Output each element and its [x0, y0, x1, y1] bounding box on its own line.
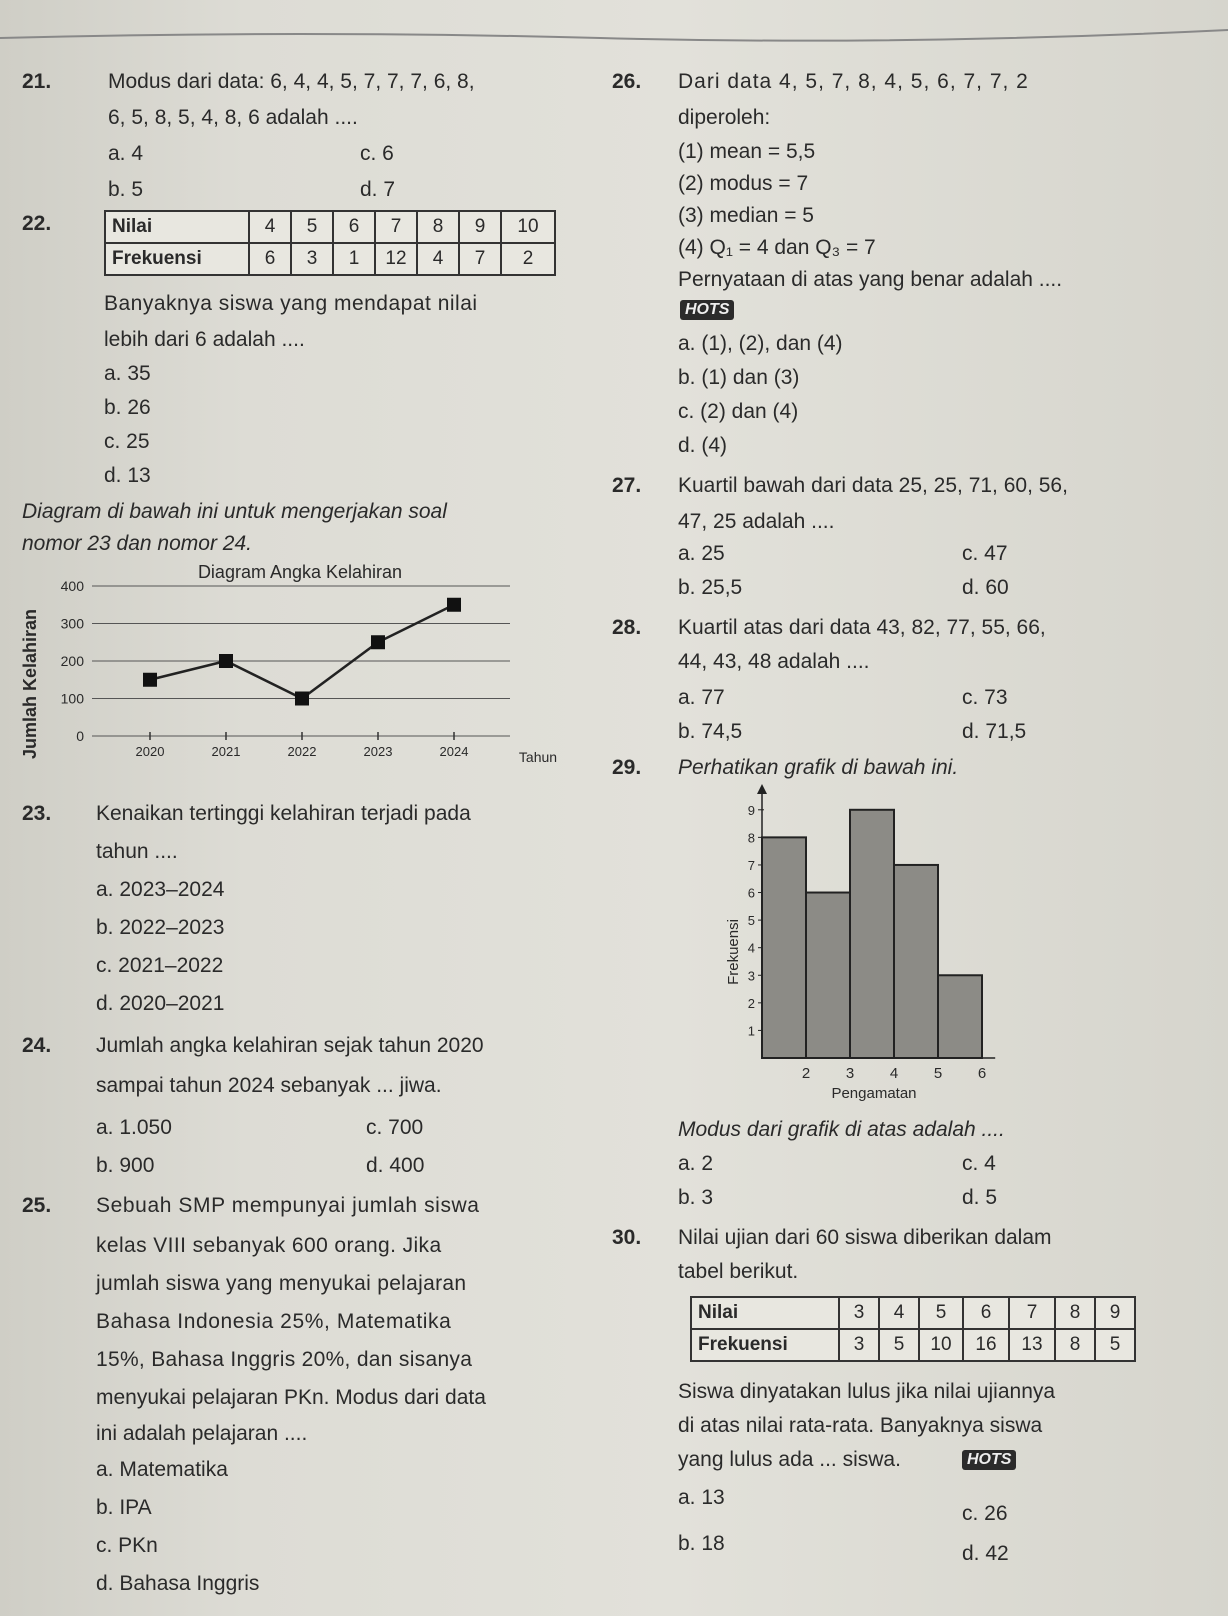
data-point: [295, 692, 309, 706]
q24-text-2: sampai tahun 2024 sebanyak ... jiwa.: [96, 1074, 442, 1097]
q29-text-1: Perhatikan grafik di bawah ini.: [678, 756, 959, 779]
y-tick-label: 2: [747, 995, 755, 1011]
q30-hots-badge: HOTS: [962, 1450, 1016, 1470]
q25-option-a[interactable]: a. Matematika: [96, 1458, 228, 1481]
q30-table-header: Nilai: [691, 1297, 839, 1329]
q26-text-2: diperoleh:: [678, 106, 771, 129]
histogram-xlabel: Pengamatan: [831, 1085, 917, 1102]
q26-statement-1: (1) mean = 5,5: [678, 140, 816, 163]
q22-number: 22.: [22, 212, 52, 235]
y-tick-label: 5: [747, 913, 755, 929]
q23-text-2: tahun ....: [96, 840, 178, 863]
q22-value: 5: [291, 211, 333, 243]
q30-table: [690, 1296, 1136, 1362]
q22-value: 10: [501, 211, 555, 243]
q30-freq: 16: [963, 1329, 1009, 1361]
q22-option-d[interactable]: d. 13: [104, 464, 151, 487]
q22-value: 7: [375, 211, 417, 243]
q22-value: 4: [249, 211, 291, 243]
x-tick-label: 2024: [439, 744, 469, 759]
q21-number: 21.: [22, 70, 52, 93]
q23-option-d[interactable]: d. 2020–2021: [96, 992, 225, 1015]
data-point: [371, 635, 385, 649]
q30-freq: 8: [1055, 1329, 1095, 1361]
q25-text: Sebuah SMP mempunyai jumlah siswa: [96, 1194, 480, 1217]
q30-option-a[interactable]: a. 13: [678, 1486, 725, 1509]
q30-table-row2: Frekuensi: [691, 1329, 839, 1361]
q27-option-c[interactable]: c. 47: [962, 542, 1008, 565]
q26-number: 26.: [612, 70, 642, 93]
histogram-bar: [850, 810, 894, 1058]
x-tick-label: 3: [845, 1065, 855, 1082]
q22-freq: 3: [291, 243, 333, 275]
q25-text: jumlah siswa yang menyukai pelajaran: [96, 1272, 467, 1295]
q26-statement-4: (4) Q₁ = 4 dan Q₃ = 7: [678, 236, 876, 259]
diagram-intro-1: Diagram di bawah ini untuk mengerjakan soal: [22, 500, 447, 523]
q28-text-1: Kuartil atas dari data 43, 82, 77, 55, 66,: [678, 616, 1046, 639]
binder-rings: [0, 0, 1228, 60]
q30-value: 6: [963, 1297, 1009, 1329]
q30-value: 3: [839, 1297, 879, 1329]
q24-option-b[interactable]: b. 900: [96, 1154, 155, 1177]
q27-option-a[interactable]: a. 25: [678, 542, 725, 565]
q29-option-c[interactable]: c. 4: [962, 1152, 996, 1175]
q25-text: Bahasa Indonesia 25%, Matematika: [96, 1310, 452, 1333]
histogram-bar: [894, 865, 938, 1058]
q25-text: kelas VIII sebanyak 600 orang. Jika: [96, 1234, 442, 1257]
q30-value: 4: [879, 1297, 919, 1329]
q28-option-d[interactable]: d. 71,5: [962, 720, 1027, 743]
q25-text: ini adalah pelajaran ....: [96, 1422, 308, 1445]
q30-text-3: Siswa dinyatakan lulus jika nilai ujiannya: [678, 1380, 1056, 1403]
q23-option-a[interactable]: a. 2023–2024: [96, 878, 225, 901]
x-tick-label: 2023: [363, 744, 393, 759]
x-tick-label: 5: [933, 1065, 943, 1082]
q30-value: 9: [1095, 1297, 1135, 1329]
q22-value: 8: [417, 211, 459, 243]
q30-option-d[interactable]: d. 42: [962, 1542, 1009, 1565]
q30-value: 5: [919, 1297, 963, 1329]
q22-value: 6: [333, 211, 375, 243]
y-tick-label: 300: [60, 615, 84, 632]
q26-statement-3: (3) median = 5: [678, 204, 814, 227]
q27-text-2: 47, 25 adalah ....: [678, 510, 835, 533]
q28-option-a[interactable]: a. 77: [678, 686, 725, 709]
q26-option-d[interactable]: d. (4): [678, 434, 728, 457]
birth-series-line: [150, 605, 454, 699]
q22-option-c[interactable]: c. 25: [104, 430, 150, 453]
q22-text-1: Banyaknya siswa yang mendapat nilai: [104, 292, 478, 315]
q27-option-d[interactable]: d. 60: [962, 576, 1009, 599]
q22-freq: 7: [459, 243, 501, 275]
q24-option-a[interactable]: a. 1.050: [96, 1116, 172, 1139]
q30-option-b[interactable]: b. 18: [678, 1532, 725, 1555]
histogram-bar: [806, 893, 850, 1058]
q21-option-c[interactable]: c. 6: [360, 142, 394, 165]
x-tick-label: 4: [889, 1065, 899, 1082]
q26-option-c[interactable]: c. (2) dan (4): [678, 400, 799, 423]
q21-text-2: 6, 5, 8, 5, 4, 8, 6 adalah ....: [108, 106, 358, 129]
q26-text-3: Pernyataan di atas yang benar adalah ....: [678, 268, 1063, 291]
x-tick-label: 2020: [135, 744, 165, 759]
q22-freq: 1: [333, 243, 375, 275]
q25-text: menyukai pelajaran PKn. Modus dari data: [96, 1386, 486, 1409]
q27-option-b[interactable]: b. 25,5: [678, 576, 743, 599]
q22-freq: 4: [417, 243, 459, 275]
q29-number: 29.: [612, 756, 642, 779]
q24-number: 24.: [22, 1034, 52, 1057]
y-tick-label: 4: [747, 940, 755, 956]
q23-option-c[interactable]: c. 2021–2022: [96, 954, 224, 977]
q28-number: 28.: [612, 616, 642, 639]
q30-number: 30.: [612, 1226, 642, 1249]
q22-option-a[interactable]: a. 35: [104, 362, 151, 385]
line-chart-xlabel: Tahun: [518, 749, 558, 765]
histogram-bar: [938, 975, 982, 1058]
q21-option-d[interactable]: d. 7: [360, 178, 396, 201]
q28-text-2: 44, 43, 48 adalah ....: [678, 650, 870, 673]
q22-option-b[interactable]: b. 26: [104, 396, 151, 419]
q25-text: 15%, Bahasa Inggris 20%, dan sisanya: [96, 1348, 473, 1371]
q30-text-1: Nilai ujian dari 60 siswa diberikan dalam: [678, 1226, 1052, 1249]
q22-freq: 2: [501, 243, 555, 275]
q29-option-a[interactable]: a. 2: [678, 1152, 714, 1175]
x-tick-label: 6: [977, 1065, 987, 1082]
y-tick-label: 1: [747, 1023, 755, 1039]
q25-option-b[interactable]: b. IPA: [96, 1496, 152, 1519]
histogram-bar: [762, 837, 806, 1058]
x-tick-label: 2: [801, 1065, 811, 1082]
q30-freq: 10: [919, 1329, 963, 1361]
q22-freq: 6: [249, 243, 291, 275]
y-axis-arrow: [757, 784, 767, 794]
y-tick-label: 0: [76, 728, 84, 744]
y-tick-label: 400: [60, 578, 84, 594]
diagram-intro-2: nomor 23 dan nomor 24.: [22, 532, 252, 555]
q30-value: 8: [1055, 1297, 1095, 1329]
q30-text-2: tabel berikut.: [678, 1260, 799, 1283]
q30-freq: 5: [879, 1329, 919, 1361]
q23-number: 23.: [22, 802, 52, 825]
y-tick-label: 200: [60, 653, 84, 669]
q29-text-2: Modus dari grafik di atas adalah ....: [678, 1118, 1005, 1141]
histogram-ylabel: Frekuensi: [725, 919, 742, 985]
q22-table-header: Nilai: [105, 211, 249, 243]
q26-option-a[interactable]: a. (1), (2), dan (4): [678, 332, 843, 355]
y-tick-label: 100: [60, 690, 84, 707]
q28-option-c[interactable]: c. 73: [962, 686, 1008, 709]
q30-freq: 13: [1009, 1329, 1055, 1361]
q25-number: 25.: [22, 1194, 52, 1217]
q29-option-b[interactable]: b. 3: [678, 1186, 714, 1209]
q23-text-1: Kenaikan tertinggi kelahiran terjadi pada: [96, 802, 471, 825]
y-tick-label: 3: [747, 968, 755, 984]
q22-value: 9: [459, 211, 501, 243]
q30-value: 7: [1009, 1297, 1055, 1329]
q26-option-b[interactable]: b. (1) dan (3): [678, 366, 800, 389]
q21-option-a[interactable]: a. 4: [108, 142, 144, 165]
q28-option-b[interactable]: b. 74,5: [678, 720, 743, 743]
y-tick-label: 7: [747, 857, 755, 873]
line-chart-ylabel: Jumlah Kelahiran: [20, 608, 40, 760]
data-point: [143, 673, 157, 687]
q21-option-b[interactable]: b. 5: [108, 178, 144, 201]
q27-number: 27.: [612, 474, 642, 497]
birth-line-chart: [20, 556, 580, 766]
q24-option-d[interactable]: d. 400: [366, 1154, 425, 1177]
y-tick-label: 8: [747, 830, 755, 846]
line-chart-title: Diagram Angka Kelahiran: [197, 562, 403, 582]
q22-table-row2: Frekuensi: [105, 243, 249, 275]
q23-option-b[interactable]: b. 2022–2023: [96, 916, 225, 939]
x-tick-label: 2021: [211, 744, 241, 759]
q22-table: [104, 210, 556, 276]
q24-option-c[interactable]: c. 700: [366, 1116, 424, 1139]
q30-text-4: di atas nilai rata-rata. Banyaknya siswa: [678, 1414, 1043, 1437]
q26-text-1: Dari data 4, 5, 7, 8, 4, 5, 6, 7, 7, 2: [678, 70, 1029, 93]
q21-text-1: Modus dari data: 6, 4, 4, 5, 7, 7, 7, 6, 8,: [108, 70, 475, 93]
data-point: [219, 654, 233, 668]
q27-text-1: Kuartil bawah dari data 25, 25, 71, 60, 56,: [678, 474, 1068, 497]
observation-histogram: [716, 782, 1016, 1106]
q26-statement-2: (2) modus = 7: [678, 172, 809, 195]
y-tick-label: 6: [747, 885, 755, 901]
data-point: [447, 598, 461, 612]
q30-text-5: yang lulus ada ... siswa.: [678, 1448, 901, 1471]
q29-option-d[interactable]: d. 5: [962, 1186, 998, 1209]
q22-freq: 12: [375, 243, 417, 275]
q30-option-c[interactable]: c. 26: [962, 1502, 1008, 1525]
q30-freq: 3: [839, 1329, 879, 1361]
q26-hots-badge: HOTS: [680, 300, 734, 320]
q30-freq: 5: [1095, 1329, 1135, 1361]
q24-text-1: Jumlah angka kelahiran sejak tahun 2020: [96, 1034, 484, 1057]
q22-text-2: lebih dari 6 adalah ....: [104, 328, 305, 351]
y-tick-label: 9: [747, 802, 755, 818]
x-tick-label: 2022: [287, 744, 317, 759]
q25-option-c[interactable]: c. PKn: [96, 1534, 158, 1557]
q25-option-d[interactable]: d. Bahasa Inggris: [96, 1572, 260, 1595]
